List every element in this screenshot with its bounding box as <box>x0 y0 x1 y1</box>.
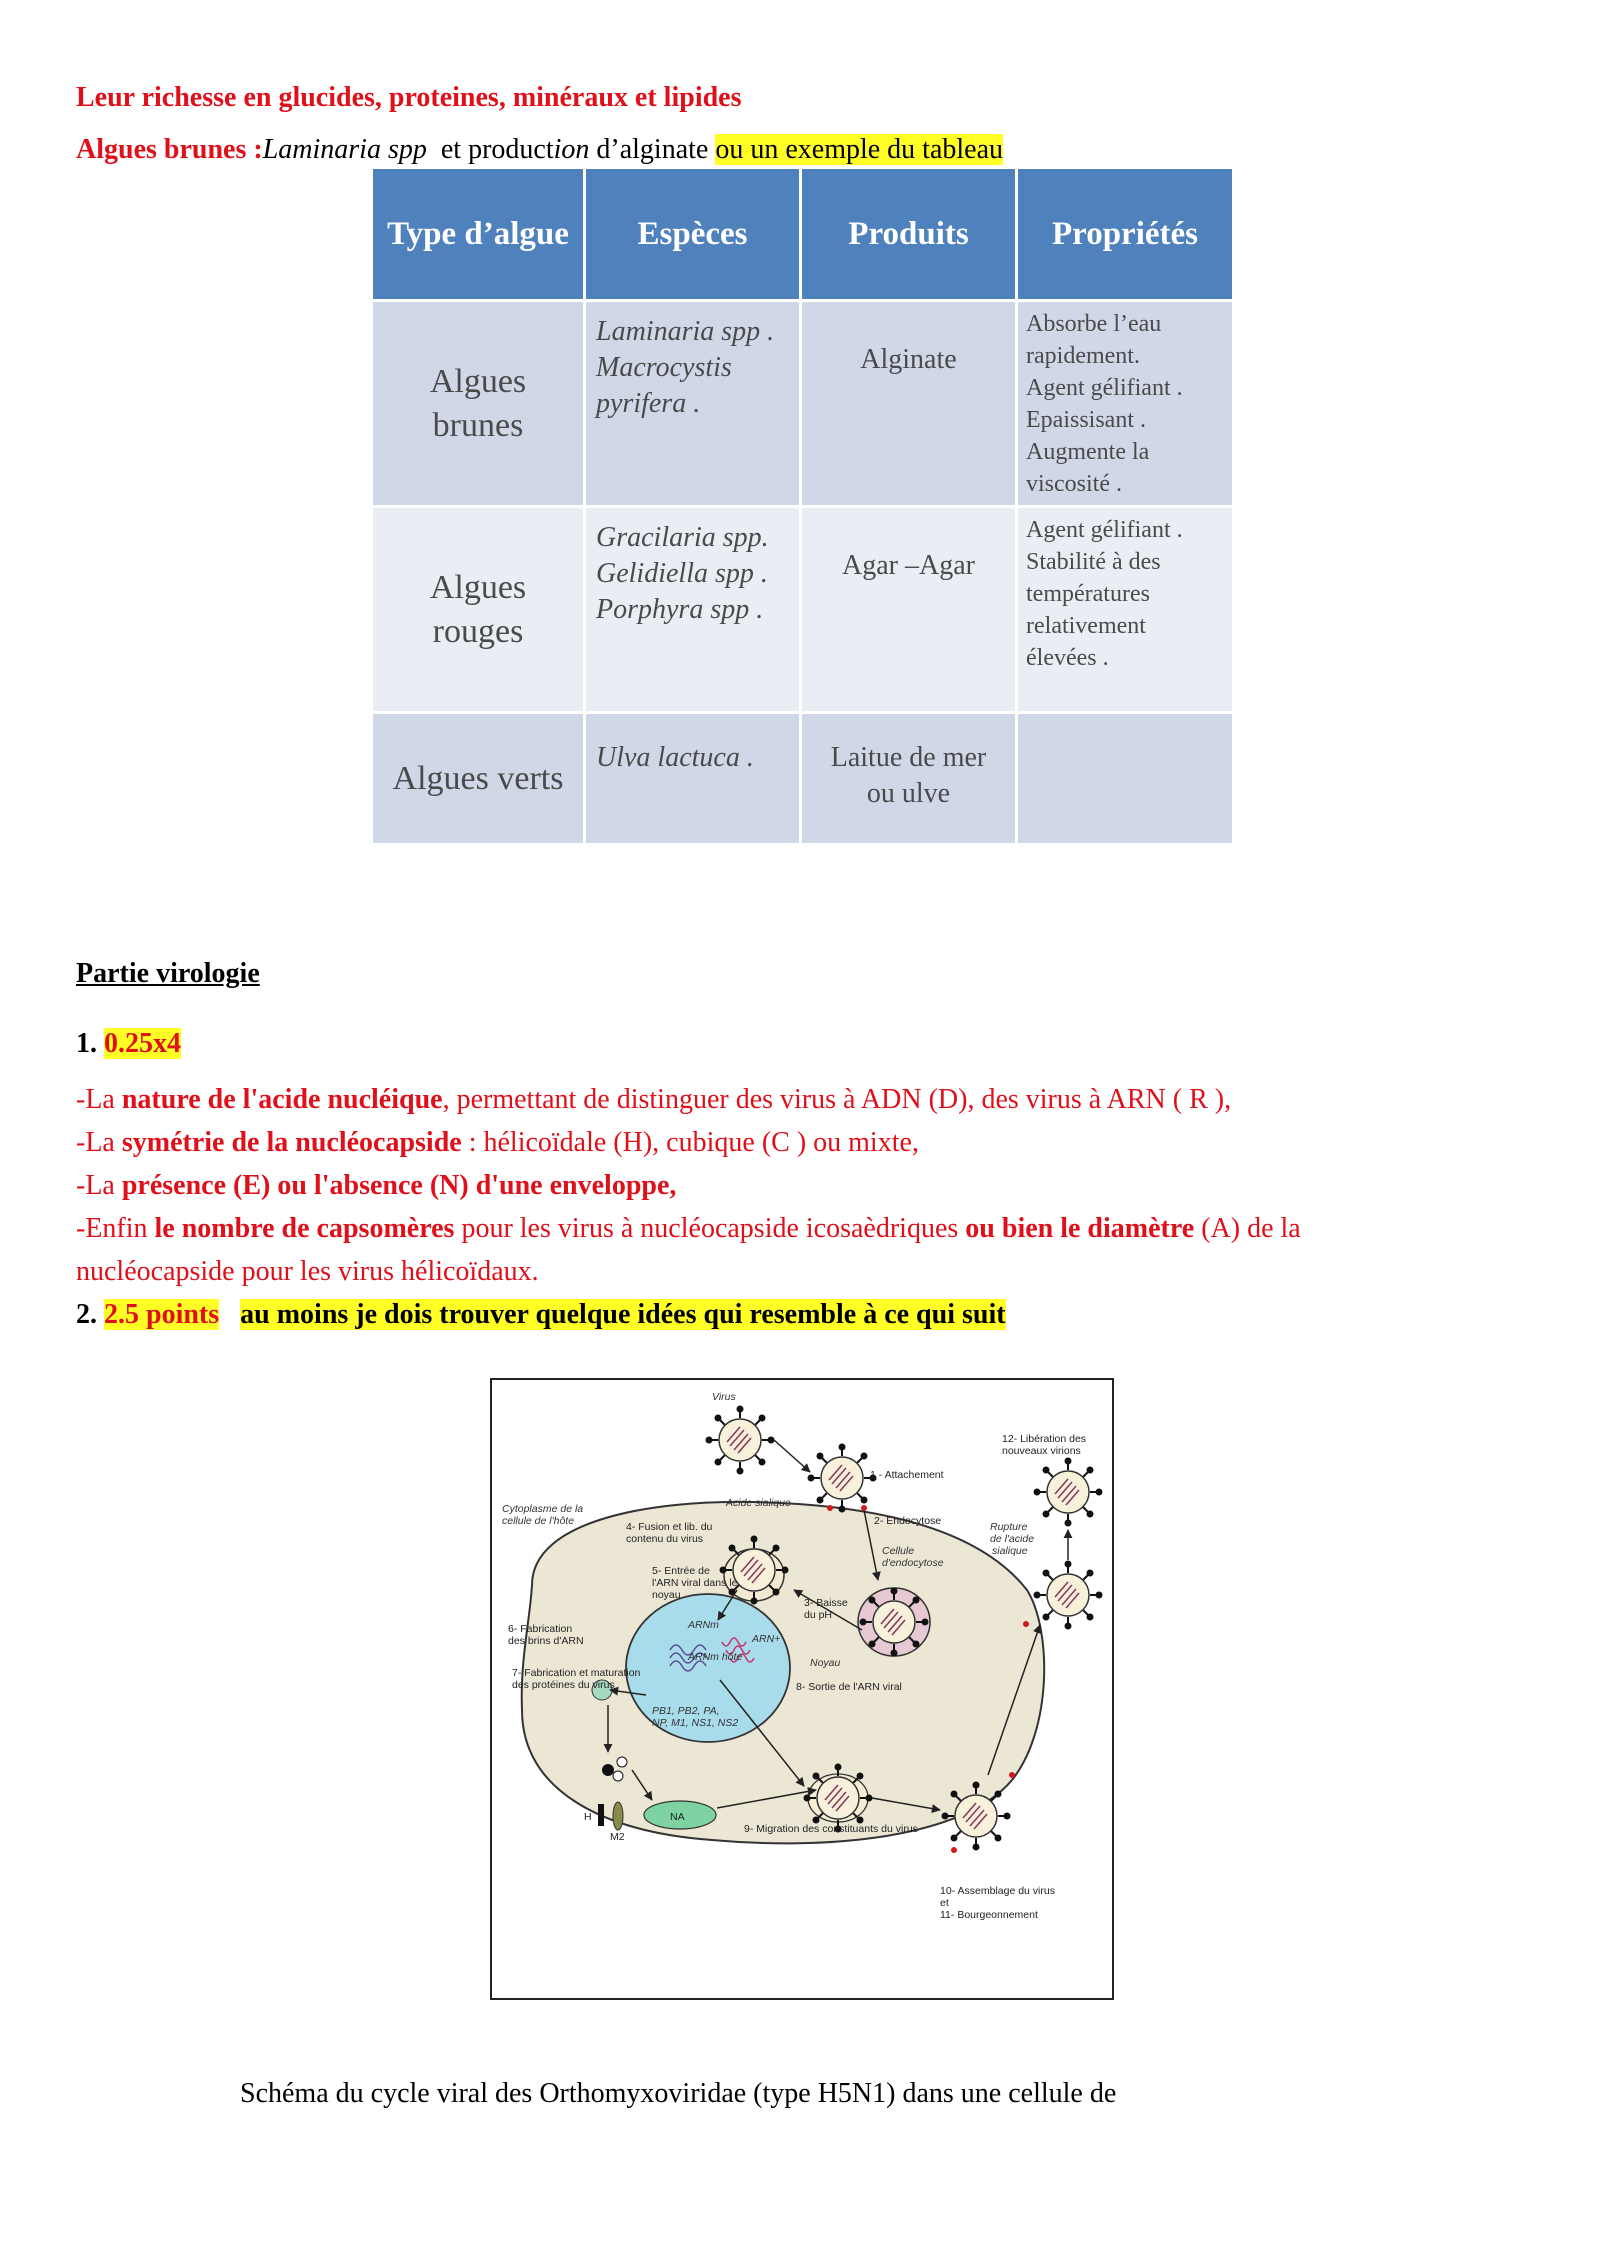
intro-brown-algae-line <box>76 132 1003 168</box>
cell-species: Ulva lactuca . <box>585 713 801 845</box>
answer-item-3 <box>76 1168 676 1204</box>
label-virus: Virus <box>712 1391 736 1403</box>
item-prefix: -La <box>76 1127 122 1158</box>
question-2 <box>76 1297 1006 1333</box>
q1-number: 1. <box>76 1028 104 1059</box>
label-step3a: 3- Baisse <box>804 1597 848 1609</box>
label-arnm-hote: ARNm hôte <box>688 1651 743 1663</box>
table-header-row <box>372 168 1234 301</box>
production-text: et product <box>426 134 554 165</box>
label-step5c: noyau <box>652 1589 681 1601</box>
label-arn-plus: ARN+ <box>752 1633 781 1645</box>
cell-product: Laitue de mer ou ulve <box>801 713 1017 845</box>
label-step8: 8- Sortie de l'ARN viral <box>796 1681 902 1693</box>
item-detail: : hélicoïdale (H), cubique (C ) ou mixte, <box>461 1127 919 1158</box>
algae-table <box>370 166 1235 846</box>
cell-properties: Agent gélifiant . Stabilité à des températures relativement élevées . <box>1017 507 1234 713</box>
cell-properties: Absorbe l’eau rapidement. Agent gélifiant . Epaissisant . Augmente la viscosité . <box>1017 301 1234 507</box>
table-row <box>372 301 1234 507</box>
brown-algae-label: Algues brunes : <box>76 134 263 165</box>
laminaria-text: Laminaria spp <box>262 134 427 165</box>
section-title: Partie virologie <box>76 958 260 989</box>
table-example-highlight: ou un exemple du tableau <box>715 134 1004 165</box>
label-step3b: du pH <box>804 1609 833 1621</box>
diagram-caption: Schéma du cycle viral des Orthomyxoviridae (type H5N1) dans une cellule de <box>240 2078 1117 2109</box>
item-keyword: symétrie de la nucléocapside <box>121 1127 462 1158</box>
label-cell-endo2: d'endocytose <box>882 1557 944 1569</box>
cell-species: Gracilaria spp. Gelidiella spp . Porphyra spp . <box>585 507 801 713</box>
header-properties: Propriétés <box>1017 168 1234 301</box>
item-detail: , permettant de distinguer des virus à ADN (D), des virus à ARN ( R ), <box>442 1084 1232 1115</box>
cell-product: Agar –Agar <box>801 507 1017 713</box>
item-detail: pour les virus à nucléocapside icosaèdriques <box>454 1213 966 1244</box>
label-step7a: 7- Fabrication et maturation <box>512 1667 641 1679</box>
label-proteins1: PB1, PB2, PA, <box>652 1705 720 1717</box>
cell-type: Algues rouges <box>372 507 585 713</box>
cell-species: Laminaria spp . Macrocystis pyrifera . <box>585 301 801 507</box>
header-type: Type d’algue <box>372 168 585 301</box>
label-step12b: nouveaux virions <box>1002 1445 1081 1457</box>
label-step6b: des brins d'ARN <box>508 1635 584 1647</box>
label-step7b: des protéines du virus <box>512 1679 615 1691</box>
answer-item-4 <box>76 1211 1301 1247</box>
production-suffix: ion <box>553 134 590 165</box>
item-keyword: présence (E) ou l'absence (N) d'une enveloppe, <box>121 1170 677 1201</box>
header-species: Espèces <box>585 168 801 301</box>
table-row <box>372 507 1234 713</box>
intro-heading: Leur richesse en glucides, proteines, minéraux et lipides <box>76 82 742 113</box>
label-step4b: contenu du virus <box>626 1533 704 1545</box>
label-rupture1: Rupture <box>990 1521 1028 1533</box>
label-cyto1: Cytoplasme de la <box>502 1503 584 1515</box>
diagram-svg <box>492 1380 1112 1998</box>
label-step10: 10- Assemblage du virus <box>940 1885 1055 1897</box>
label-proteins2: NP, M1, NS1, NS2 <box>652 1717 739 1729</box>
label-step11: 11- Bourgeonnement <box>940 1909 1038 1921</box>
q2-points: 2.5 points <box>104 1299 220 1330</box>
answer-item-4-continued: nucléocapside pour les virus hélicoïdaux. <box>76 1256 539 1287</box>
label-m2: M2 <box>610 1831 625 1843</box>
answer-item-2 <box>76 1125 919 1161</box>
answer-item-1 <box>76 1082 1231 1118</box>
cell-type: Algues verts <box>372 713 585 845</box>
label-cell-endo1: Cellule <box>882 1545 915 1557</box>
item-keyword: le nombre de capsomères <box>154 1213 455 1244</box>
label-step5b: l'ARN viral dans le <box>652 1577 738 1589</box>
item-keyword: nature de l'acide nucléique <box>121 1084 443 1115</box>
cell-properties <box>1017 713 1234 845</box>
label-rupture3: sialique <box>992 1545 1028 1557</box>
item-keyword-2: ou bien le diamètre <box>965 1213 1195 1244</box>
label-step5a: 5- Entrée de <box>652 1565 710 1577</box>
label-step12a: 12- Libération des <box>1002 1433 1087 1445</box>
cell-product: Alginate <box>801 301 1017 507</box>
question-1 <box>76 1026 181 1062</box>
item-prefix: -Enfin <box>76 1213 155 1244</box>
label-noyau: Noyau <box>810 1657 841 1669</box>
label-step9: 9- Migration des constituants du virus <box>744 1823 918 1835</box>
label-arnm: ARNm <box>688 1619 719 1631</box>
label-acide: Acide sialique <box>726 1497 791 1509</box>
label-step4a: 4- Fusion et lib. du <box>626 1521 713 1533</box>
q2-number: 2. <box>76 1299 104 1330</box>
item-prefix: -La <box>76 1170 122 1201</box>
item-detail-2: (A) de la <box>1194 1213 1301 1244</box>
label-h: H <box>584 1811 592 1823</box>
label-cyto2: cellule de l'hôte <box>502 1515 575 1527</box>
viral-cycle-diagram <box>490 1378 1114 2000</box>
label-rupture2: de l'acide <box>990 1533 1035 1545</box>
table-row <box>372 713 1234 845</box>
label-step10b: et <box>940 1897 949 1909</box>
label-step1: 1 - Attachement <box>870 1469 944 1481</box>
label-na: NA <box>670 1811 685 1823</box>
q2-instruction: au moins je dois trouver quelque idées qui resemble à ce qui suit <box>240 1299 1006 1330</box>
item-prefix: -La <box>76 1084 122 1115</box>
label-step2: 2- Endocytose <box>874 1515 942 1527</box>
label-step6a: 6- Fabrication <box>508 1623 573 1635</box>
cell-type: Algues brunes <box>372 301 585 507</box>
alginate-text: d’alginate <box>589 134 716 165</box>
header-products: Produits <box>801 168 1017 301</box>
q1-points: 0.25x4 <box>104 1028 181 1059</box>
